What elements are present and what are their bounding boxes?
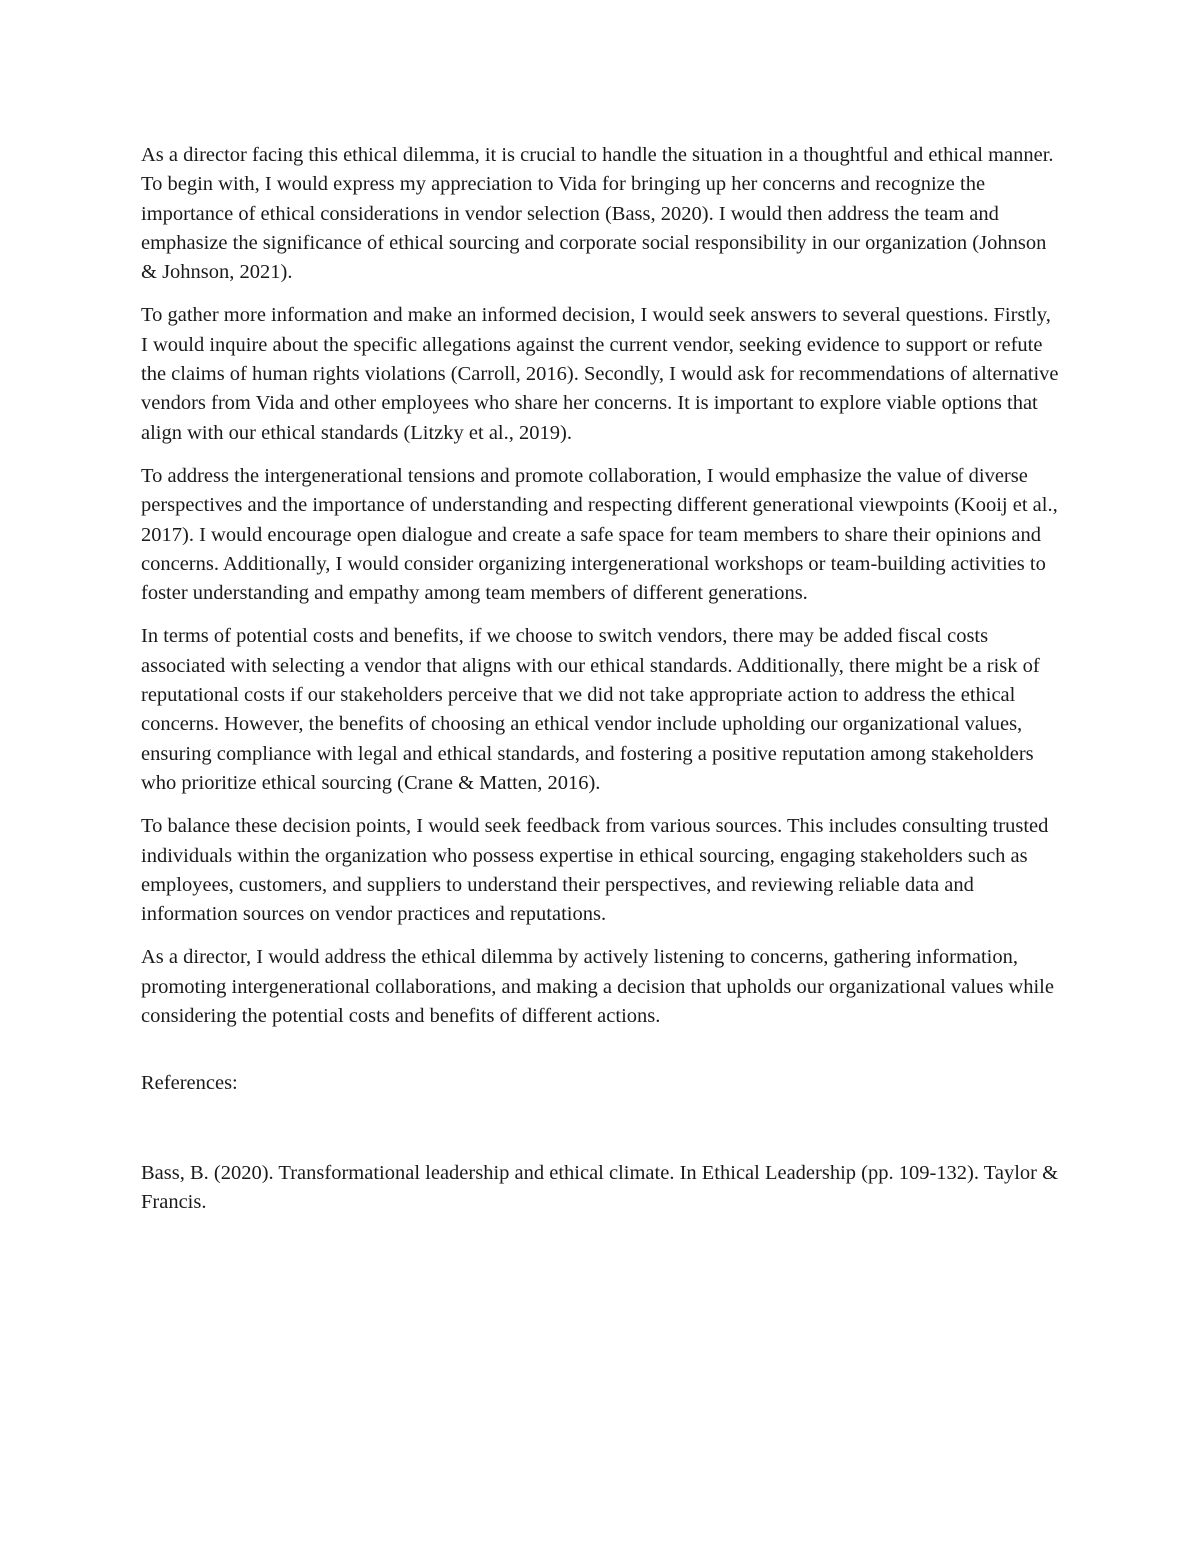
paragraph-6: As a director, I would address the ethical dilemma by actively listening to concerns, gathering information, promoting intergenerational collaborations, and making a decision that upholds our organizational values while considering the potential costs and benefits of different actions. <box>141 946 1054 1028</box>
paragraph-2: To gather more information and make an informed decision, I would seek answers to several questions. Firstly, I would inquire about the specific allegations against the current vendor, seeking evidence to support or refute the claims of human rights violations (Carroll, 2016). Secondly, I would ask for recommendations of alternative vendors from Vida and other employees who share her concerns. It is important to explore viable options that align with our ethical standards (Litzky et al., 2019). <box>141 304 1059 444</box>
document-body <box>141 141 1061 1217</box>
paragraph-5: To balance these decision points, I would seek feedback from various sources. This includes consulting trusted individuals within the organization who possess expertise in ethical sourcing, engaging stakeholders such as employees, customers, and suppliers to understand their perspectives, and reviewing reliable data and information sources on vendor practices and reputations. <box>141 815 1049 926</box>
references-heading: References: <box>141 1072 238 1095</box>
paragraph-1: As a director facing this ethical dilemma, it is crucial to handle the situation in a thoughtful and ethical manner. To begin with, I would express my appreciation to Vida for bringing up her concerns and recognize the importance of ethical considerations in vendor selection (Bass, 2020). I would then address the team and emphasize the significance of ethical sourcing and corporate social responsibility in our organization (Johnson & Johnson, 2021). <box>141 144 1054 284</box>
paragraph-3: To address the intergenerational tensions and promote collaboration, I would emphasize the value of diverse perspectives and the importance of understanding and respecting different generational viewpoints (Kooij et al., 2017). I would encourage open dialogue and create a safe space for team members to share their opinions and concerns. Additionally, I would consider organizing intergenerational workshops or team-building activities to foster understanding and empathy among team members of different generations. <box>141 464 1058 605</box>
paragraph-4: In terms of potential costs and benefits, if we choose to switch vendors, there may be added fiscal costs associated with selecting a vendor that aligns with our ethical standards. Additionally, there might be a risk of reputational costs if our stakeholders perceive that we did not take appropriate action to address the ethical concerns. However, the benefits of choosing an ethical vendor include upholding our organizational values, ensuring compliance with legal and ethical standards, and fostering a positive reputation among stakeholders who prioritize ethical sourcing (Crane & Matten, 2016). <box>141 625 1040 794</box>
reference-entry: Bass, B. (2020). Transformational leadership and ethical climate. In Ethical Leadership (pp. 109-132). Taylor & Francis. <box>141 1161 1059 1213</box>
